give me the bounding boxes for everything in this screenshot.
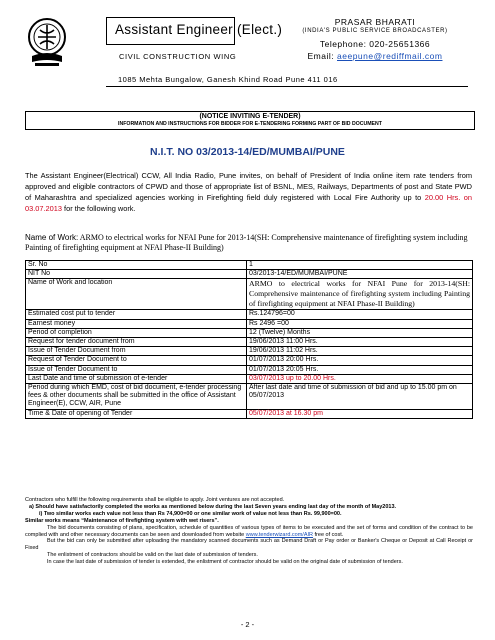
row-label: Last Date and time of submission of e-tender — [26, 374, 247, 383]
row-value: 01/07/2013 20:00 Hrs. — [247, 356, 473, 365]
air-logo-icon — [26, 16, 68, 68]
table-row — [26, 261, 473, 270]
office-title: Assistant Engineer (Elect.) — [115, 22, 283, 37]
row-label: Earnest money — [26, 319, 247, 328]
nit-number-heading: N.I.T. NO 03/2013-14/ED/MUMBAI/PUNE — [150, 146, 345, 158]
row-label: Period during which EMD, cost of bid document, e-tender processing fees & other documents shall be submitted in the office of Assistant Engineer(E), CCW, AIR, Pune — [26, 384, 247, 410]
row-value: 19/06/2013 11:00 Hrs. — [247, 338, 473, 347]
table-row — [26, 384, 473, 410]
rules-para-1-text: The bid documents consisting of plans, specification, schedule of quantities of various types of items to be executed and the set of forms and condition of the contract to be complied with and other necessary documents can be seen and downloaded from website — [25, 524, 473, 538]
table-row — [26, 279, 473, 310]
row-value: 12 (Twelve) Months — [247, 328, 473, 337]
row-value: ARMO to electrical works for NFAI Pune for 2013-14(SH: Comprehensive maintenance of firefighting system including Painting of firefighting equipment at NFAI Phase-II Building) — [247, 279, 473, 310]
row-label: Request for tender document from — [26, 338, 247, 347]
row-label: Estimated cost put to tender — [26, 310, 247, 319]
eligibility-rules — [25, 497, 473, 566]
row-label: Issue of Tender Document from — [26, 347, 247, 356]
intro-text-1: The Assistant Engineer(Electrical) CCW, All India Radio, Pune invites, on behalf of President of India online item rate tenders from approved and eligible contractors of CPWD and those of appropriate list of BSNL, MES, Railways, Departments of post and State PWD of Maharashtra and specialized agencies working in Firefighting field duly registered with Local Fire Authority up to — [25, 171, 472, 202]
table-row — [26, 374, 473, 383]
email-link[interactable]: aeepune@rediffmail.com — [337, 51, 443, 61]
rules-para-3: The enlistment of contractors should be valid on the last date of submission of tenders. — [47, 552, 258, 559]
rules-para-4: In case the last date of submission of tender is extended, the enlistment of contractor should be valid on the original date of submission of tenders. — [47, 559, 403, 566]
row-value: 1 — [247, 261, 473, 270]
nit-details-table — [25, 260, 473, 419]
rules-para-2: But the bid can only be submitted after uploading the mandatory scanned documents such as Demand Draft or Pay order or Banker's Cheque or Deposit at Call Receipt or Fixed — [25, 538, 473, 552]
office-address: 1085 Mehta Bungalow, Ganesh Khind Road Pune 411 016 — [118, 75, 338, 84]
table-row — [26, 365, 473, 374]
rule-i: i) Two similar works each value not less than Rs 74,900=00 or one similar work of value not less than Rs. 99,900=00. — [39, 510, 342, 517]
org-name: PRASAR BHARATI — [334, 17, 416, 27]
row-value: 03/07/2013 up to 20.00 Hrs. — [247, 374, 473, 383]
row-label: Request of Tender Document to — [26, 356, 247, 365]
deadline-text: 20.00 Hrs. on 03.07.2013 — [25, 193, 472, 213]
rules-para-1-end: free of cost. — [313, 531, 344, 538]
similar-works-note: Similar works means “Maintenance of firefighting system with wet risers”. — [25, 517, 219, 524]
intro-text-2: for the following work. — [62, 204, 136, 213]
row-value: 19/06/2013 11:02 Hrs. — [247, 347, 473, 356]
rules-para-1 — [25, 525, 473, 539]
intro-paragraph — [25, 170, 472, 214]
row-value: Rs.124796=00 — [247, 310, 473, 319]
table-row — [26, 328, 473, 337]
row-value: After last date and time of submission of bid and up to 15.00 pm on 05/07/2013 — [247, 384, 473, 410]
row-value: 05/07/2013 at 16.30 pm — [247, 409, 473, 418]
table-row — [26, 319, 473, 328]
org-subtitle: (INDIA'S PUBLIC SERVICE BROADCASTER) — [302, 28, 448, 34]
header-divider — [106, 86, 468, 87]
row-value: Rs 2496 =00 — [247, 319, 473, 328]
name-of-work-label: Name of Work: — [25, 233, 79, 242]
row-value: 03/2013-14/ED/MUMBAI/PUNE — [247, 270, 473, 279]
row-label: Name of Work and location — [26, 279, 247, 310]
notice-subtitle: INFORMATION AND INSTRUCTIONS FOR BIDDER FOR E-TENDERING FORMING PART OF BID DOCUMENT — [118, 121, 382, 127]
table-row — [26, 338, 473, 347]
org-block — [285, 17, 465, 62]
notice-box — [25, 111, 475, 130]
row-label: Issue of Tender Document to — [26, 365, 247, 374]
table-row — [26, 347, 473, 356]
table-row — [26, 310, 473, 319]
phone-line: Telephone: 020-25651366 — [319, 39, 431, 49]
name-of-work-value: ARMO to electrical works for NFAI Pune for 2013-14(SH: Comprehensive maintenance of firefighting system including Painting of firefighting equipment at NFAI Phase-II Building) — [25, 233, 468, 252]
name-of-work — [25, 233, 472, 252]
row-label: Sr. No — [26, 261, 247, 270]
email-line — [285, 51, 465, 62]
row-label: NIT No — [26, 270, 247, 279]
page-number: - 2 - — [240, 620, 255, 629]
email-label: Email: — [307, 51, 335, 61]
row-label: Period of completion — [26, 328, 247, 337]
rule-a: a) Should have satisfactorily completed the works as mentioned below during the last Seven years ending last day of the month of May2013. — [29, 503, 397, 510]
table-row — [26, 270, 473, 279]
rules-intro: Contractors who fulfill the following requirements shall be eligible to apply. Joint ventures are not accepted. — [25, 497, 285, 503]
row-label: Time & Date of opening of Tender — [26, 409, 247, 418]
table-row — [26, 356, 473, 365]
table-row — [26, 409, 473, 418]
notice-title: (NOTICE INVITING E-TENDER) — [199, 113, 301, 120]
wing-name: CIVIL CONSTRUCTION WING — [119, 52, 237, 61]
row-value: 01/07/2013 20:05 Hrs. — [247, 365, 473, 374]
tenderwizard-link[interactable]: www.tenderwizard.com/AIR — [245, 531, 313, 538]
